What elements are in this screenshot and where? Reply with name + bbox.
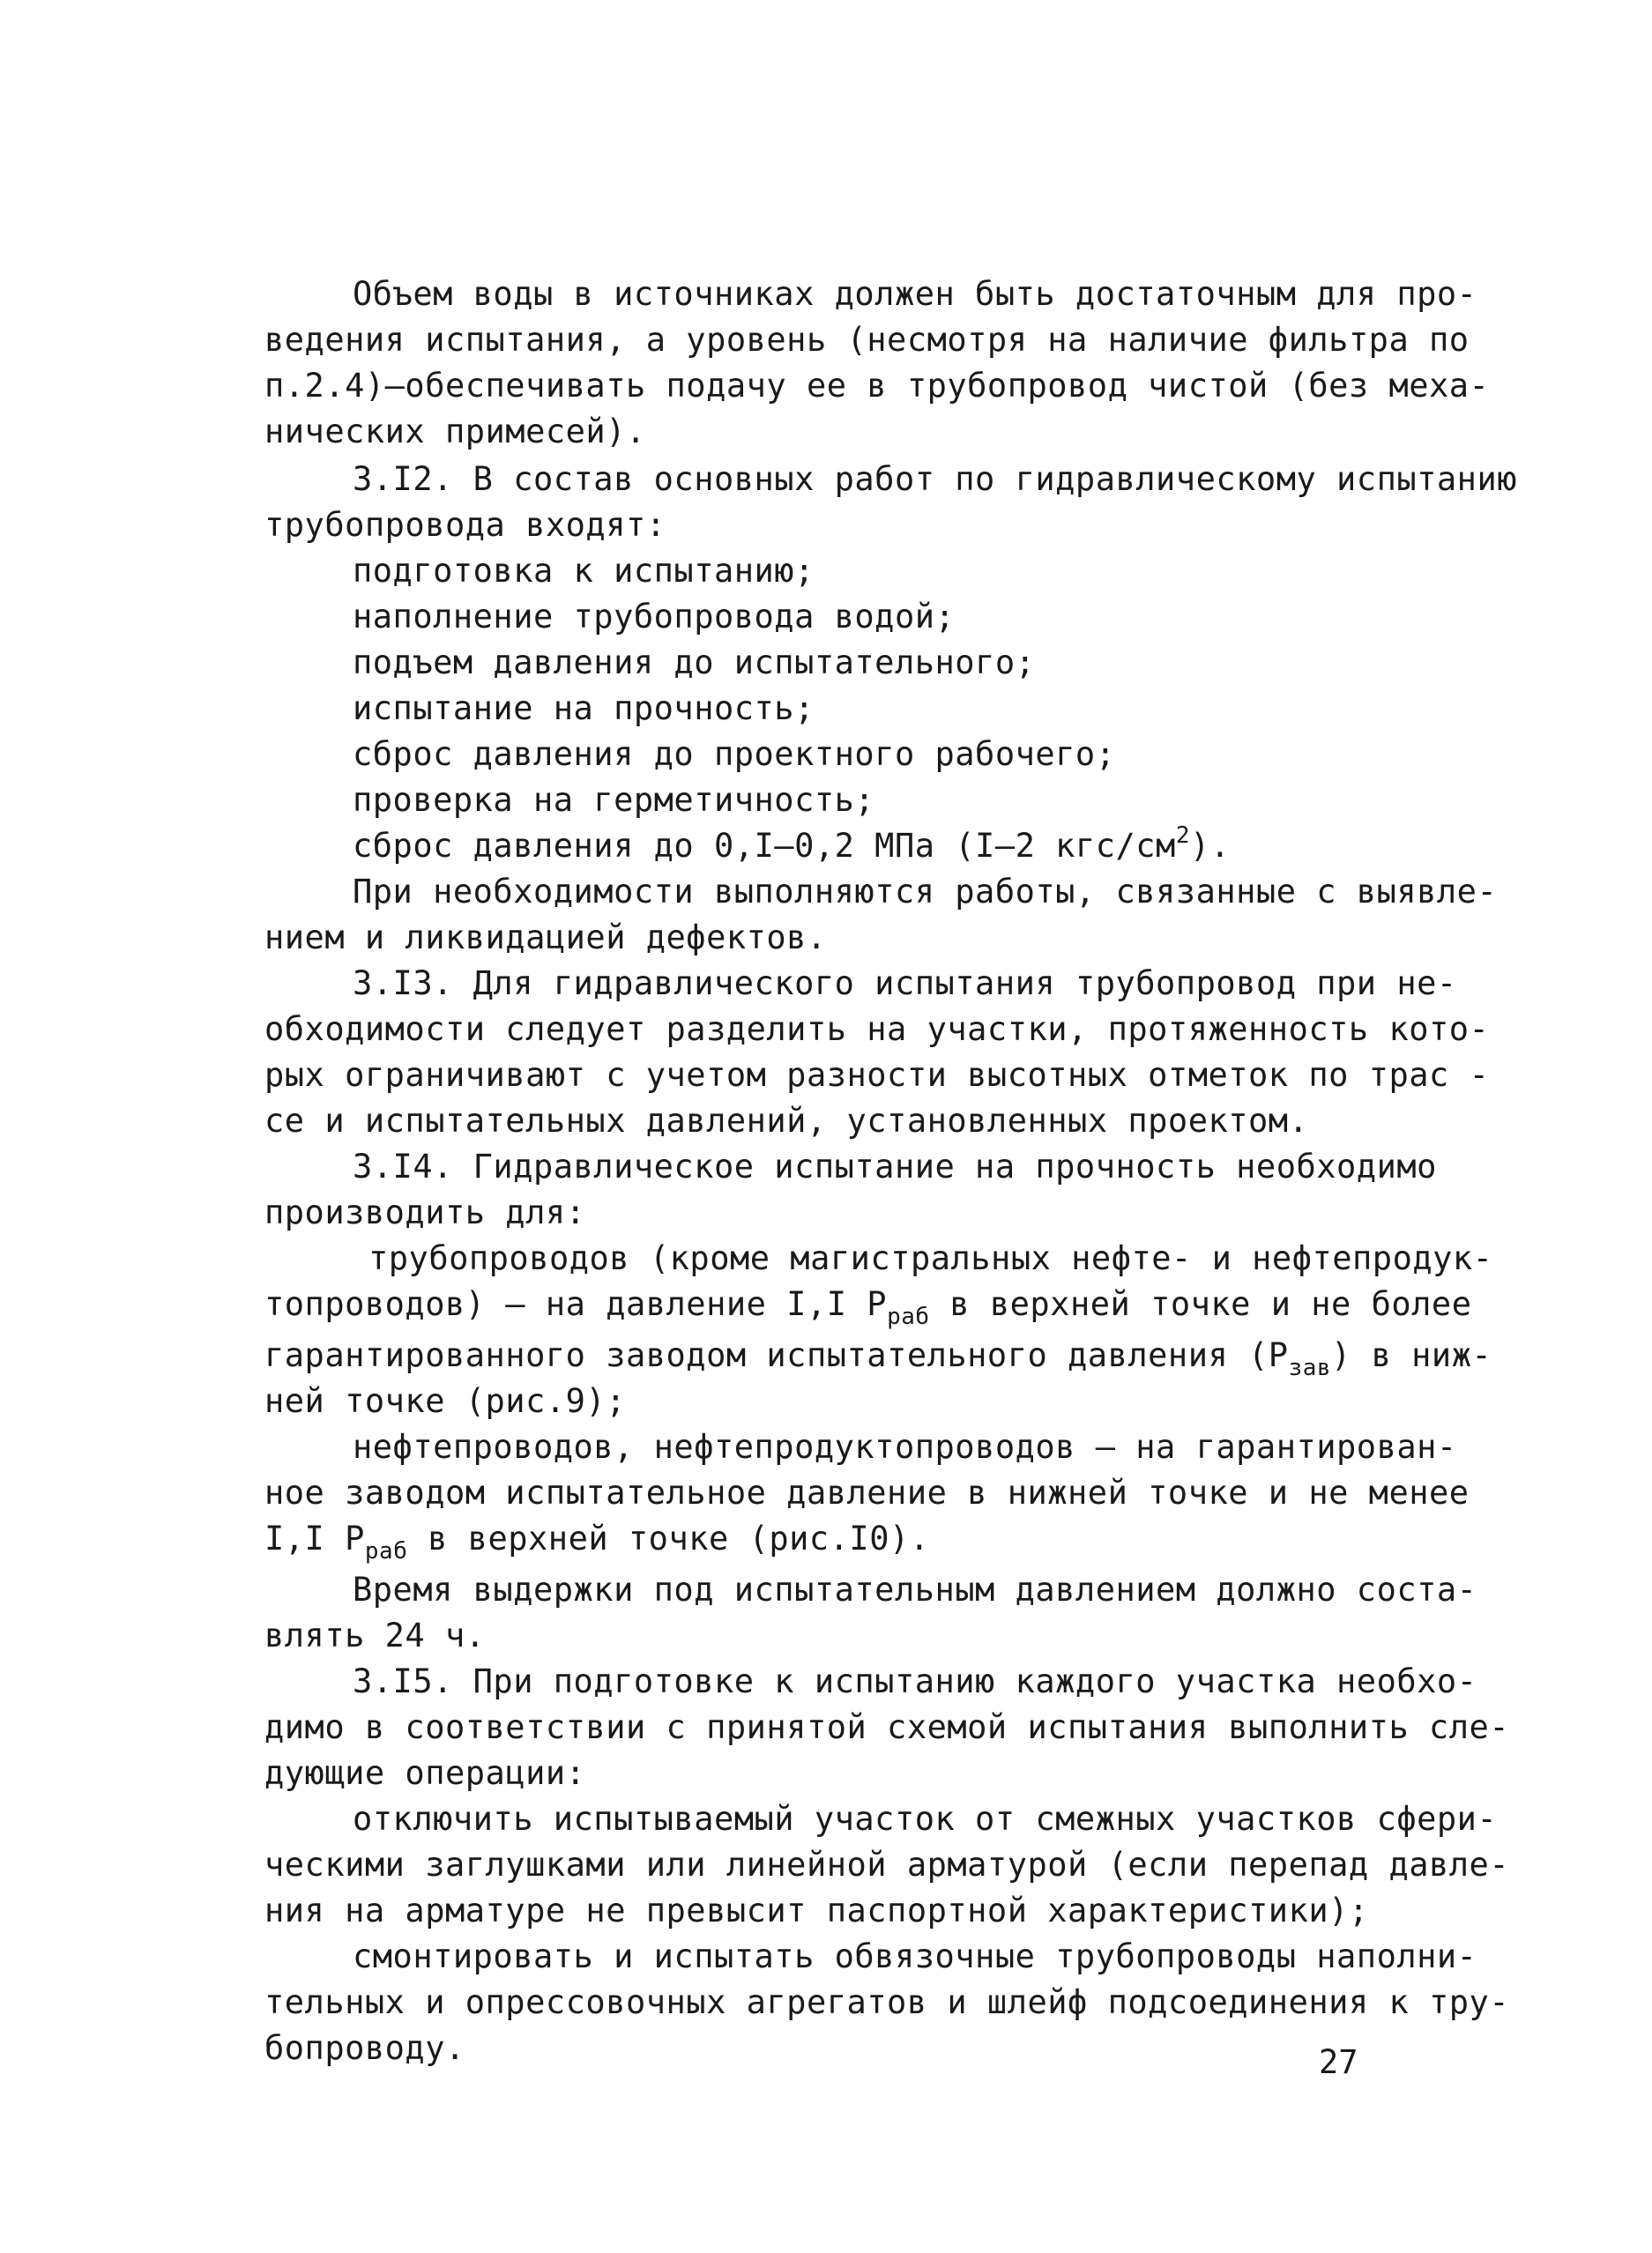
list-item: подготовка к испытанию; (353, 552, 815, 590)
text-line: Объем воды в источниках должен быть достаточным для про- (353, 275, 1477, 313)
list-item (353, 822, 1231, 866)
text-line: ведения испытания, а уровень (несмотря на наличие фильтра по (264, 321, 1470, 359)
text-line: ное заводом испытательное давление в нижней точке и не менее (264, 1474, 1470, 1512)
text-line: При необходимости выполняются работы, связанные с выявле- (353, 873, 1498, 911)
subscript: раб (364, 1538, 408, 1565)
text-line: нических примесей). (264, 413, 646, 450)
text-line: се и испытательных давлений, установленных проектом. (264, 1102, 1309, 1140)
page-number: 27 (1319, 2043, 1358, 2081)
text-line: нефтепроводов, нефтепродуктопроводов – на гарантирован- (353, 1428, 1457, 1466)
list-item: наполнение трубопровода водой; (353, 598, 956, 636)
text-line: п.2.4)–обеспечивать подачу ее в трубопровод чистой (без меха- (264, 367, 1490, 405)
superscript: 2 (1175, 822, 1190, 849)
text-fragment: ). (1189, 827, 1231, 865)
subscript: зав (1288, 1355, 1332, 1381)
text-line: 3.I5. При подготовке к испытанию каждого участка необхо- (353, 1662, 1477, 1700)
text-fragment: ) в ниж- (1331, 1336, 1492, 1374)
list-item: сброс давления до проектного рабочего; (353, 735, 1116, 773)
text-line: 3.I3. Для гидравлического испытания трубопровод при не- (353, 964, 1457, 1002)
text-line: трубопроводов (кроме магистральных нефте- и нефтепродук- (368, 1239, 1493, 1277)
text-fragment: сброс давления до 0,I–0,2 МПа (I–2 кгс/см (353, 827, 1176, 865)
text-line: димо в соответствии с принятой схемой испытания выполнить сле- (264, 1708, 1510, 1746)
text-fragment: I,I Р (264, 1520, 365, 1558)
text-line: обходимости следует разделить на участки, протяженность кото- (264, 1010, 1490, 1048)
text-fragment: в верхней точке (рис.I0). (407, 1520, 930, 1558)
text-line (264, 1285, 1472, 1330)
text-line: тельных и опрессовочных агрегатов и шлейф подсоединения к тру- (264, 1983, 1510, 2021)
text-line: рых ограничивают с учетом разности высотных отметок по трас - (264, 1056, 1490, 1094)
list-item: смонтировать и испытать обвязочные трубопроводы наполни- (353, 1937, 1477, 1975)
text-line (264, 1520, 930, 1565)
text-line: Время выдержки под испытательным давлением должно соста- (353, 1571, 1477, 1609)
text-line: дующие операции: (264, 1754, 586, 1792)
text-line: ния на арматуре не превысит паспортной характеристики); (264, 1892, 1369, 1930)
text-line: нием и ликвидацией дефектов. (264, 918, 827, 956)
list-item: испытание на прочность; (353, 689, 815, 727)
text-fragment: в верхней точке и не более (929, 1285, 1472, 1323)
list-item: подъем давления до испытательного; (353, 643, 1036, 681)
subscript: раб (887, 1304, 930, 1330)
text-line: производить для: (264, 1193, 586, 1231)
list-item: проверка на герметичность; (353, 781, 875, 819)
text-fragment: топроводов) – на давление I,I Р (264, 1285, 888, 1323)
text-line: ческими заглушками или линейной арматурой (если перепад давле- (264, 1846, 1510, 1884)
text-fragment: гарантированного заводом испытательного давления (Р (264, 1336, 1289, 1374)
text-line: 3.I4. Гидравлическое испытание на прочность необходимо (353, 1148, 1437, 1186)
text-line: ней точке (рис.9); (264, 1382, 626, 1420)
text-line: влять 24 ч. (264, 1617, 486, 1654)
list-item: отключить испытываемый участок от смежных участков сфери- (353, 1800, 1498, 1838)
text-line (264, 1336, 1492, 1381)
text-line: бопроводу. (264, 2029, 465, 2067)
text-line: 3.I2. В состав основных работ по гидравлическому испытанию (353, 460, 1518, 498)
text-line: трубопровода входят: (264, 506, 666, 544)
